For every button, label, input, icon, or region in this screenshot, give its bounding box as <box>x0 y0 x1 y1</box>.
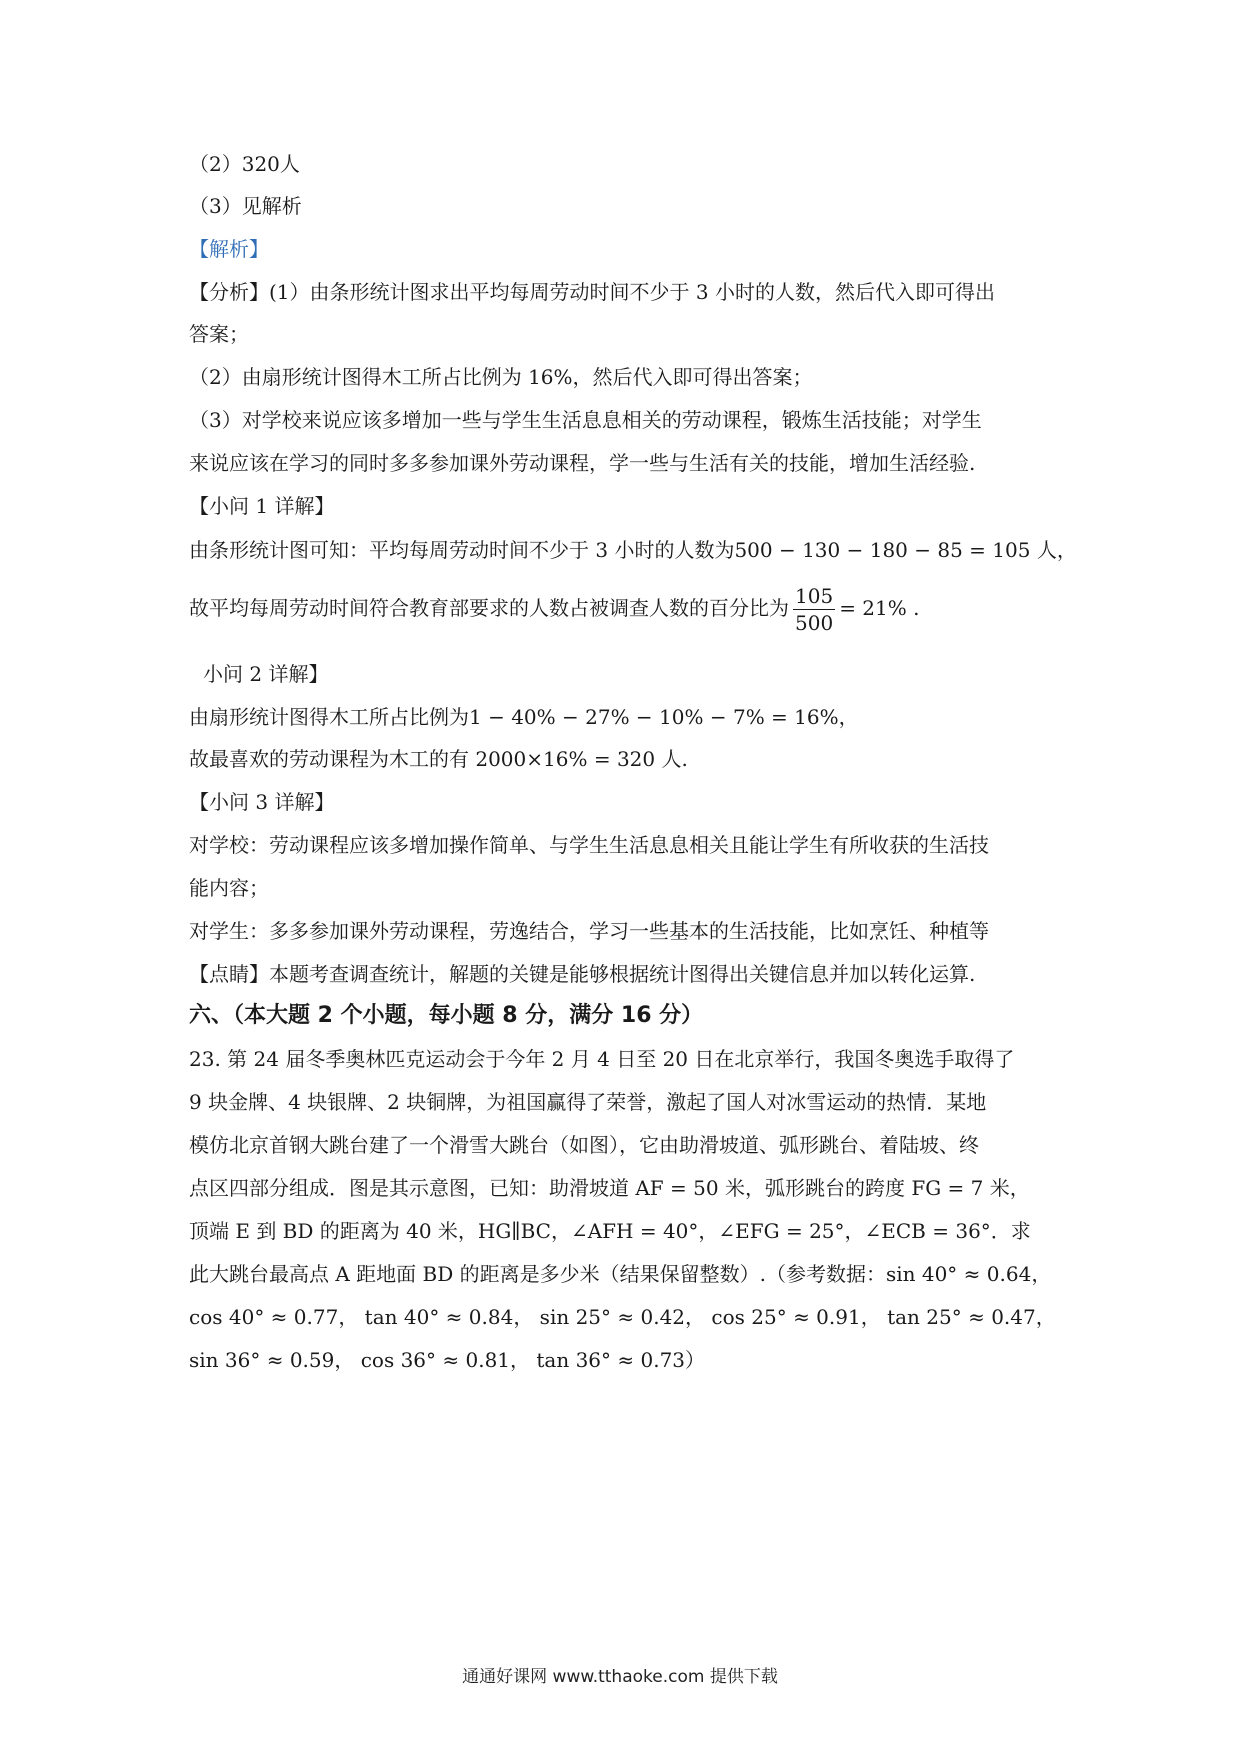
q1-line-2-text: 故平均每周劳动时间符合教育部要求的人数占被调查人数的百分比为 <box>189 596 789 620</box>
analysis-line-5: 来说应该在学习的同时多多参加课外劳动课程，学一些与生活有关的技能，增加生活经验. <box>189 451 976 475</box>
problem-23-line-1: 23. 第 24 届冬季奥林匹克运动会于今年 2 月 4 日至 20 日在北京举行，我国冬奥选手取得了 <box>189 1047 1015 1071</box>
page-footer: 通通好课网 www.tthaoke.com 提供下载 <box>462 1667 778 1687</box>
analysis-line-3: （2）由扇形统计图得木工所占比例为 16%，然后代入即可得出答案； <box>189 365 813 389</box>
q1-title: 【小问 1 详解】 <box>189 494 335 518</box>
section-heading: 六、（本大题 2 个小题，每小题 8 分，满分 16 分） <box>189 1003 704 1028</box>
problem-23-line-4: 点区四部分组成．图是其示意图，已知：助滑坡道 AF = 50 米，弧形跳台的跨度 FG = 7 米， <box>189 1176 1030 1200</box>
problem-23-line-8: sin 36° ≈ 0.59， cos 36° ≈ 0.81， tan 36° ≈ 0.73） <box>189 1348 706 1372</box>
analysis-line-1: 【分析】(1）由条形统计图求出平均每周劳动时间不少于 3 小时的人数，然后代入即可得出 <box>189 280 995 304</box>
q3-line-3: 对学生：多多参加课外劳动课程，劳逸结合，学习一些基本的生活技能，比如烹饪、种植等 <box>189 919 989 943</box>
answer-2: （2）320人 <box>189 152 300 176</box>
q1-line-2 <box>189 583 919 636</box>
fraction-denominator: 500 <box>795 611 834 635</box>
problem-23-line-6: 此大跳台最高点 A 距地面 BD 的距离是多少米（结果保留整数）.（参考数据：sin 40° ≈ 0.64， <box>189 1262 1052 1286</box>
dianjing-note: 【点睛】本题考查调查统计，解题的关键是能够根据统计图得出关键信息并加以转化运算. <box>189 962 976 986</box>
fraction-numerator: 105 <box>795 584 834 608</box>
q1-line-2-result: = 21% . <box>839 596 920 620</box>
q3-title: 【小问 3 详解】 <box>189 790 335 814</box>
answer-3: （3）见解析 <box>189 194 302 218</box>
jiexi-label: 【解析】 <box>189 237 269 261</box>
q1-fraction <box>793 583 835 636</box>
q2-line-1: 由扇形统计图得木工所占比例为1 − 40% − 27% − 10% − 7% = 16%， <box>189 705 859 729</box>
q3-line-2: 能内容； <box>189 876 269 900</box>
problem-23-line-7: cos 40° ≈ 0.77， tan 40° ≈ 0.84， sin 25° ≈ 0.42， cos 25° ≈ 0.91， tan 25° ≈ 0.47， <box>189 1305 1056 1329</box>
analysis-line-2: 答案； <box>189 322 249 346</box>
problem-23-line-3: 模仿北京首钢大跳台建了一个滑雪大跳台（如图），它由助滑坡道、弧形跳台、着陆坡、终 <box>189 1133 979 1157</box>
q2-line-2: 故最喜欢的劳动课程为木工的有 2000×16% = 320 人. <box>189 747 688 771</box>
q1-line-1: 由条形统计图可知：平均每周劳动时间不少于 3 小时的人数为500 − 130 − 180 − 85 = 105 人， <box>189 538 1077 562</box>
q3-line-1: 对学校：劳动课程应该多增加操作简单、与学生生活息息相关且能让学生有所收获的生活技 <box>189 833 989 857</box>
problem-23-line-2: 9 块金牌、4 块银牌、2 块铜牌，为祖国赢得了荣誉，激起了国人对冰雪运动的热情．某地 <box>189 1090 987 1114</box>
analysis-line-4: （3）对学校来说应该多增加一些与学生生活息息相关的劳动课程，锻炼生活技能；对学生 <box>189 408 982 432</box>
problem-23-line-5: 顶端 E 到 BD 的距离为 40 米，HG∥BC，∠AFH = 40°，∠EFG = 25°，∠ECB = 36°．求 <box>189 1219 1031 1243</box>
q2-title: 小问 2 详解】 <box>203 662 329 686</box>
